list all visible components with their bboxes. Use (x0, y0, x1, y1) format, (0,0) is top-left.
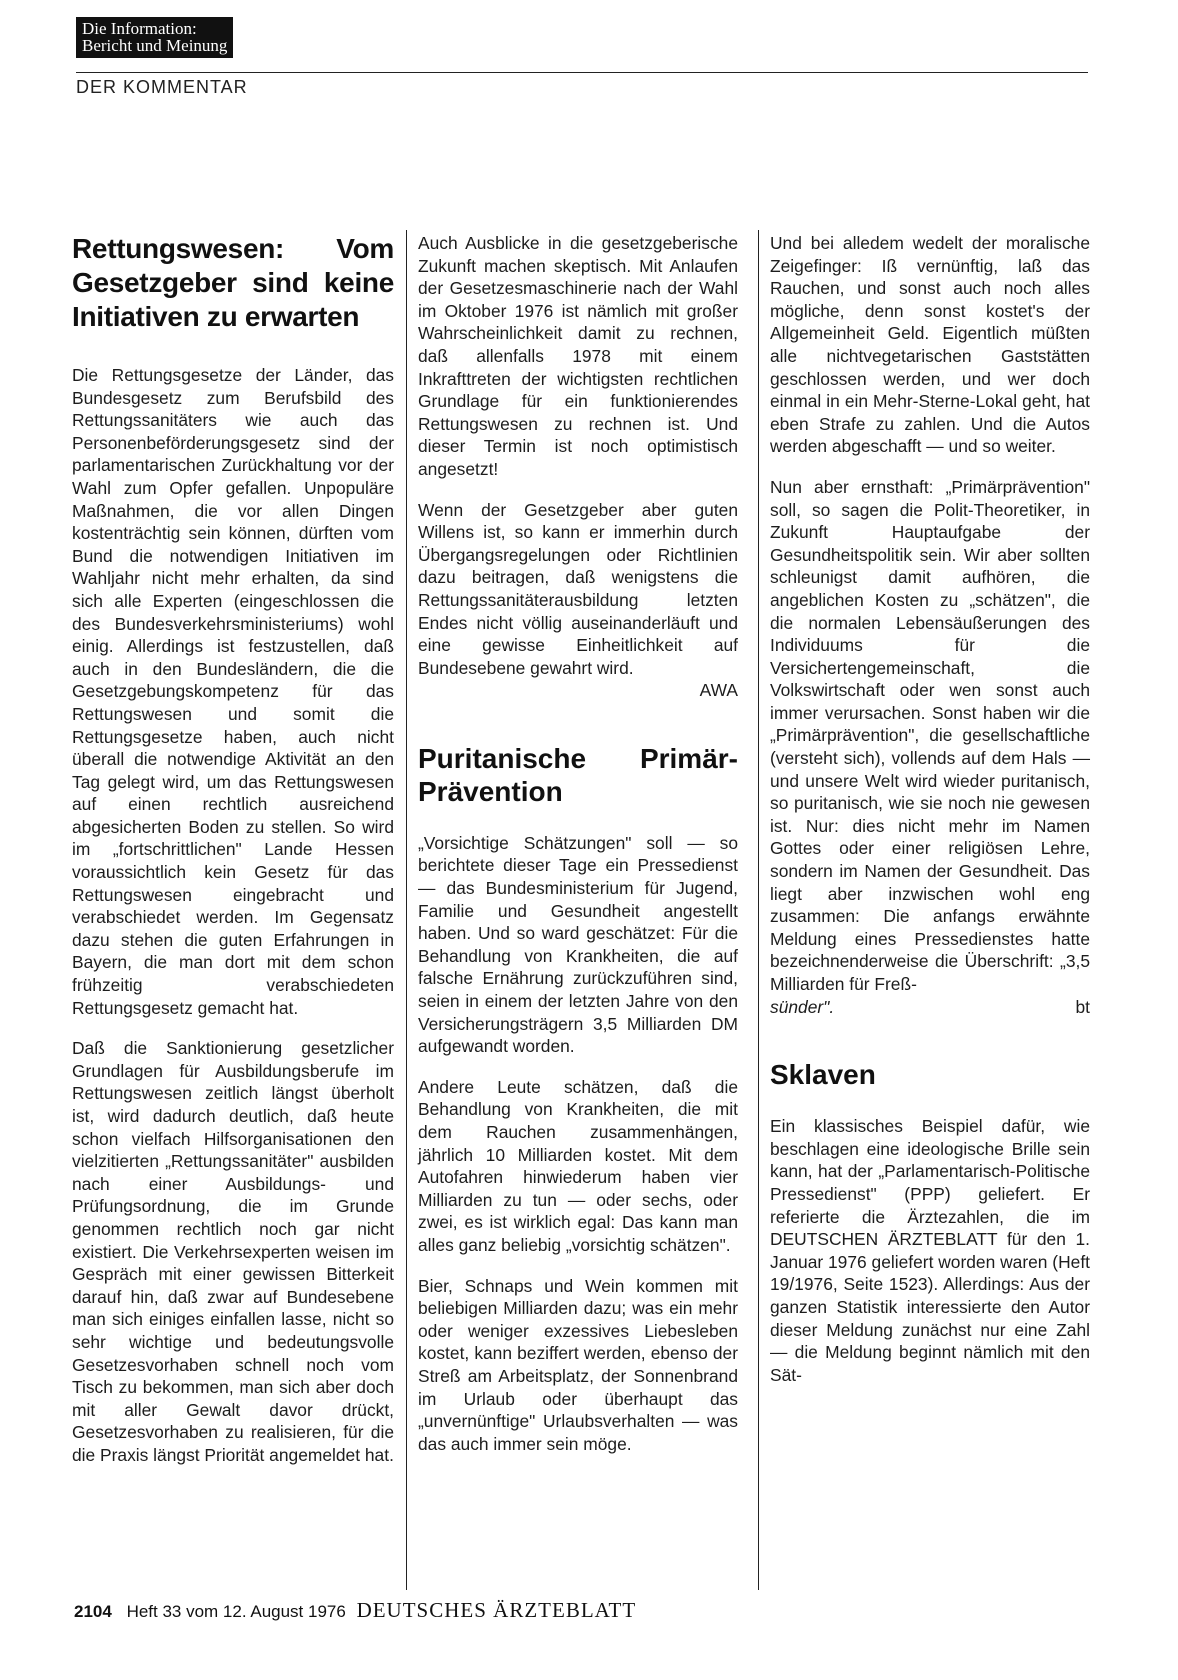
article-2-paragraph-4: Und bei alledem wedelt der moralische Zeigefinger: Iß vernünftig, laß das Rauchen, und sonst auch noch alles mögliche, denn sonst kostet's der Allgemeinheit Geld. Eigentlich müßten alle nichtvegetarischen Gaststätten geschlossen werden, und wer doch einmal in ein Mehr-Sterne-Lokal geht, hat eben Strafe zu zahlen. Und die Autos werden abgeschafft — und so weiter. (770, 233, 1090, 457)
article-1-title: Rettungswesen: Vom Gesetzgeber sind keine Initiativen zu erwarten (72, 233, 394, 332)
column-2 (418, 232, 738, 1473)
journal-name: DEUTSCHES ÄRZTEBLATT (356, 1598, 637, 1622)
article-2-title: Puritanische Primär-Prävention (418, 742, 738, 807)
column-1 (72, 232, 394, 1467)
article-1-signature-row (418, 679, 738, 702)
article-1-paragraph-3: Auch Ausblicke in die gesetzgeberische Zukunft machen skeptisch. Mit Anlaufen der Gesetzesmaschinerie nach der Wahl im Oktober 1976 ist nämlich mit großer Wahrscheinlichkeit damit zu rechnen, daß allenfalls 1978 mit einem Inkrafttreten der wichtigsten rechtlichen Grundlage für ein funktionierendes Rettungswesen zu rechnen ist. Und dieser Termin ist noch optimistisch angesetzt! (418, 233, 738, 479)
article-2-paragraph-5: Nun aber ernsthaft: „Primärprävention" soll, so sagen die Polit-Theoretiker, in Zukunft Hauptaufgabe der Gesundheitspolitik sein. Wir aber sollten schleunigst damit aufhören, die angeblichen Kosten zu „schätzen", die die normalen Lebensäußerungen des Individuums für die Versichertengemeinschaft, die Volkswirtschaft oder wen sonst auch immer verursachen. Sonst haben wir die „Primärprävention", die gesellschaftliche (versteht sich), vollends auf dem Hals — und unsere Welt wird wieder puritanisch, so puritanisch, wie sie noch nie gewesen ist. Nur: dies nicht mehr im Namen Gottes oder einer religiösen Lehre, sondern im Namen der Gesundheit. Das liegt aber inzwischen wohl eng zusammen: Die anfangs erwähnte Meldung eines Pressedienstes hatte bezeichnenderweise die Überschrift: „3,5 Milliarden für Freß- (770, 476, 1090, 994)
column-3 (770, 232, 1090, 1404)
article-1-author: AWA (699, 680, 738, 701)
article-2-paragraph-1: „Vorsichtige Schätzungen" soll — so berichtete dieser Tage ein Pressedienst — das Bundesministerium für Jugend, Familie und Gesundheit angestellt haben. Und so ward geschätzet: Für die Behandlung von Krankheiten, die auf falsche Ernährung zurückzuführen sind, seien in einem der letzten Jahre von den Versicherungsträgern 3,5 Milliarden DM aufgewandt worden. (418, 832, 738, 1057)
rubric-box (76, 17, 233, 58)
article-3-title: Sklaven (770, 1059, 876, 1091)
article-2-author: bt (1075, 996, 1090, 1017)
rubric-line-2: Bericht und Meinung (82, 36, 228, 55)
article-3-paragraph-1: Ein klassisches Beispiel dafür, wie beschlagen eine ideologische Brille sein kann, hat der „Parlamentarisch-Politische Pressedienst" (PPP) geliefert. Er referierte die Ärztezahlen, die im DEUTSCHEN ÄRZTEBLATT für den 1. Januar 1976 geliefert worden waren (Heft 19/1976, Seite 1523). Allerdings: Aus der ganzen Statistik interessierte den Autor dieser Meldung zunächst nur eine Zahl — die Meldung beginnt nämlich mit den Sät- (770, 1116, 1090, 1385)
article-1-paragraph-4: Wenn der Gesetzgeber aber guten Willens ist, so kann er immerhin durch Übergangsregelungen oder Richtlinien dazu beitragen, daß wenigstens die Rettungssanitäterausbildung letzten Endes nicht völlig auseinanderläuft und eine gewisse Einheitlichkeit auf Bundesebene gewahrt wird. (418, 499, 738, 678)
article-2-paragraph-3: Bier, Schnaps und Wein kommen mit beliebigen Milliarden dazu; was ein mehr oder weniger exzessives Liebesleben kostet, kann beziffert werden, ebenso der Streß am Arbeitsplatz, der Sonnenbrand im Urlaub oder überhaupt das „unvernünftige" Urlaubsverhalten — was das auch immer sein möge. (418, 1275, 738, 1454)
column-divider-1 (406, 230, 407, 1590)
article-2-signature-row (770, 996, 1090, 1019)
issue-info: Heft 33 vom 12. August 1976 (126, 1602, 346, 1621)
article-2-paragraph-5-end: sünder". (770, 996, 835, 1017)
rubric-line-1: Die Information: (82, 19, 197, 38)
article-1-paragraph-1: Die Rettungsgesetze der Länder, das Bundesgesetz zum Berufsbild des Rettungssanitäters wie auch das Personenbeförderungsgesetz sind der parlamentarischen Zurückhaltung vor der Wahl zum Opfer gefallen. Unpopuläre Maßnahmen, die vor allen Dingen kostenträchtig sein können, dürften vom Bund die notwendigen Initiativen im Wahljahr nicht mehr erhalten, da sind sich alle Experten (eingeschlossen die des Bundesverkehrsministeriums) wohl einig. Allerdings ist festzustellen, daß auch in den Bundesländern, die die Gesetzgebungskompetenz für das Rettungswesen und somit die Rettungsgesetze haben, auch nicht überall die notwendige Aktivität an den Tag gelegt wird, um das Rettungswesen auf einen rechtlich ausreichend abgesicherten Boden zu stellen. So wird im „fortschrittlichen" Lande Hessen voraussichtlich kein Gesetz für das Rettungswesen eingebracht und verabschiedet werden. Im Gegensatz dazu stehen die guten Erfahrungen in Bayern, die man dort mit dem schon frühzeitig verabschiedeten Rettungsgesetz gemacht hat. (72, 365, 394, 1018)
section-label: DER KOMMENTAR (76, 77, 248, 97)
header-rule (76, 72, 1088, 73)
page-number: 2104 (74, 1602, 112, 1621)
column-divider-2 (758, 230, 759, 1590)
article-1-paragraph-2: Daß die Sanktionierung gesetzlicher Grundlagen für Ausbildungsberufe im Rettungswesen zeitlich längst überholt ist, wird dadurch deutlich, daß heute schon vielfach Hilfsorganisationen den vielzitierten „Rettungssanitäter" ausbilden nach einer Ausbildungs- und Prüfungsordnung, die im Grunde genommen rechtlich noch gar nicht existiert. Die Verkehrsexperten weisen im Gespräch mit einer gewissen Bitterkeit darauf hin, daß zwar auf Bundesebene man sich einiges einfallen lasse, nicht so sehr wichtige und bedeutungsvolle Gesetzesvorhaben schnell noch vom Tisch zu bekommen, man sich aber doch mit aller Gewalt davor drückt, Gesetzesvorhaben zu realisieren, für die die Praxis längst Priorität angemeldet hat. (72, 1038, 394, 1465)
article-2-paragraph-2: Andere Leute schätzen, daß die Behandlung von Krankheiten, die mit dem Rauchen zusammenhängen, jährlich 10 Milliarden kostet. Mit dem Autofahren hinwiederum haben vier Milliarden zu tun — oder sechs, oder zwei, es ist wirklich egal: Das kann man alles ganz beliebig „vorsichtig schätzen". (418, 1076, 738, 1255)
page-footer (74, 1598, 636, 1623)
